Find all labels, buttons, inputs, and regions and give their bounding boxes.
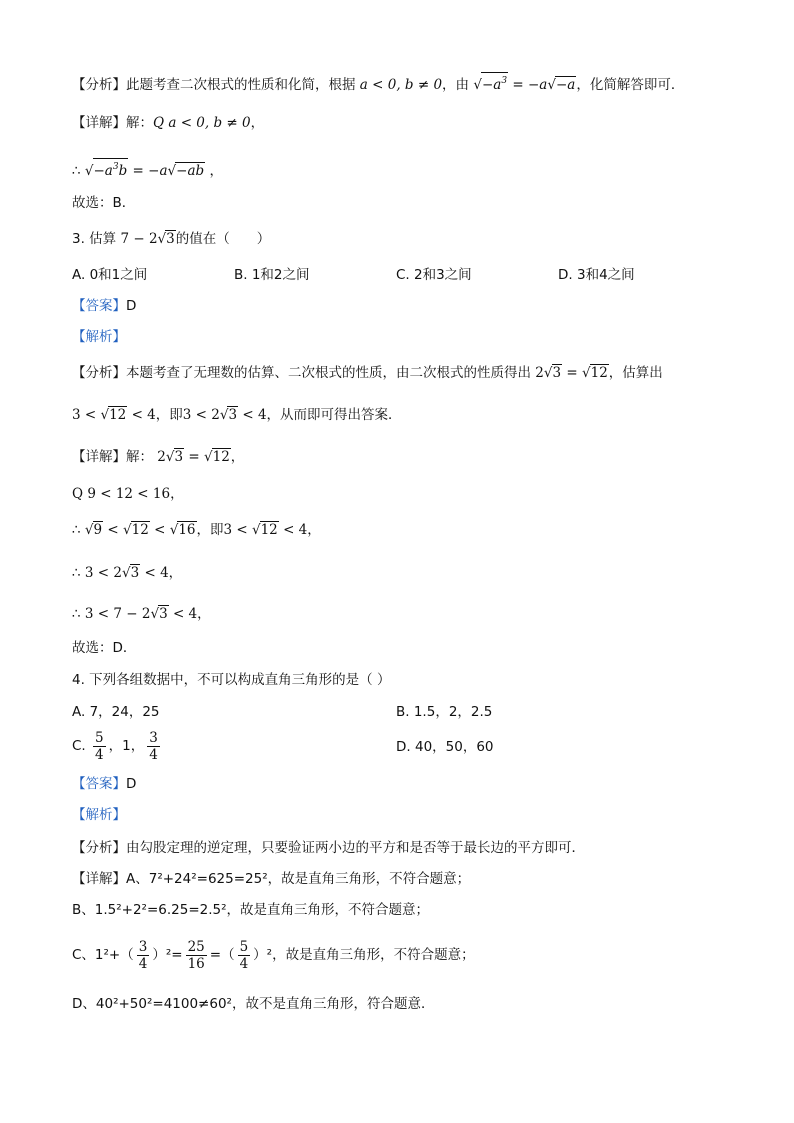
fraction-25-16: $\frac{25}{16}$ (187, 938, 205, 972)
q3-detail-line (72, 447, 244, 467)
q3-option-b: B. 1和2之间 (234, 267, 310, 283)
q4-detail-c (72, 936, 475, 974)
q4-jiexi (72, 805, 126, 825)
detail-text: ， (197, 606, 211, 622)
condition-expr: a < 0, b ≠ 0 (359, 77, 443, 93)
therefore-symbol: ∴ (72, 522, 81, 538)
q2-detail-line (72, 113, 264, 133)
q4-option-c (72, 728, 163, 764)
option-text: ，1， (108, 738, 145, 754)
inequality: Q 9 < 12 < 16 (72, 486, 171, 502)
analysis-text: 此题考查二次根式的性质和化简，根据 (126, 77, 356, 93)
detail-text: C、1²+（ (72, 947, 134, 963)
detail-text: ）²，故是直角三角形，不符合题意； (253, 947, 475, 963)
q4-analysis (72, 838, 585, 858)
answer-tag: 【答案】 (72, 298, 126, 314)
stem-text: 的值在（ ） (175, 231, 271, 247)
analysis-text: ，从而即可得出答案． (266, 407, 402, 423)
analysis-tag: 【分析】 (72, 365, 126, 381)
q2-analysis-line (72, 72, 684, 95)
inequality: 3 < 2√3 < 4 (84, 565, 169, 581)
answer-value: D (126, 776, 137, 792)
detail-text: ， (250, 115, 265, 131)
q4-stem: 4. 下列各组数据中，不可以构成直角三角形的是（ ） (72, 672, 391, 688)
fraction-three-fourths: $\frac{3}{4}$ (149, 729, 158, 763)
q3-step1 (72, 520, 321, 540)
q3-because-line (72, 484, 184, 504)
q4-detail-a (72, 869, 470, 889)
q4-detail-d: D、40²+50²=4100≠60²，故不是直角三角形，符合题意． (72, 996, 435, 1012)
analysis-text: ，由 (442, 77, 470, 93)
radical-identity: $√-a^3b = -a√-ab$ (85, 163, 205, 179)
answer-value: D (126, 298, 137, 314)
analysis-tag: 【分析】 (72, 77, 126, 93)
detail-tag: 【详解】 (72, 449, 126, 465)
option-label: C. (72, 738, 86, 754)
stem-expr: 7 − 2 (120, 231, 158, 247)
analysis-text: 由勾股定理的逆定理，只要验证两小边的平方和是否等于最长边的平方即可． (126, 840, 585, 856)
inequality: 3 < 7 − 2√3 < 4 (84, 606, 198, 622)
q3-analysis-line1 (72, 363, 663, 383)
detail-text: ， (170, 486, 184, 502)
jiexi-tag: 【解析】 (72, 329, 126, 345)
detail-text: ，即 (196, 522, 224, 538)
fraction-five-fourths: $\frac{5}{4}$ (239, 938, 249, 972)
therefore-symbol: ∴ (72, 163, 81, 179)
radical-equation: 2√3 = √12 (157, 449, 230, 465)
radical-identity: $√-a^3 = -a√-a$ (473, 77, 576, 93)
inequality: 3 < √12 < 4 (72, 407, 156, 423)
detail-text: =（ (209, 947, 235, 963)
therefore-symbol: ∴ (72, 565, 81, 581)
inequality: 3 < 2√3 < 4 (182, 407, 267, 423)
analysis-text: 本题考查了无理数的估算、二次根式的性质，由二次根式的性质得出 (126, 365, 531, 381)
analysis-text: ，化简解答即可． (576, 77, 685, 93)
answer-tag: 【答案】 (72, 776, 126, 792)
detail-text: ， (307, 522, 321, 538)
q3-answer (72, 296, 136, 316)
q3-stem: 3. 估算 7 − 2√3的值在（ ） (72, 231, 271, 247)
q2-choice: 故选：B． (72, 195, 136, 211)
q3-option-a: A. 0和1之间 (72, 267, 148, 283)
detail-text: ， (168, 565, 183, 581)
q3-jiexi (72, 327, 126, 347)
q4-detail-b: B、1.5²+2²=6.25=2.5²，故是直角三角形，不符合题意； (72, 902, 430, 918)
jiexi-tag: 【解析】 (72, 807, 126, 823)
detail-text: A、7²+24²=625=25²，故是直角三角形，不符合题意； (126, 871, 471, 887)
q4-option-b: B. 1.5，2，2.5 (396, 704, 493, 720)
q4-answer (72, 774, 136, 794)
inequality: 3 < √12 < 4 (223, 522, 308, 538)
detail-tag: 【详解】 (72, 115, 126, 131)
analysis-text: ，估算出 (608, 365, 663, 381)
q4-option-d: D. 40，50，60 (396, 739, 494, 755)
stem-text: 3. 估算 (72, 231, 117, 247)
inequality: √9 < √12 < √16 (84, 522, 196, 538)
fraction-five-fourths: $\frac{5}{4}$ (95, 729, 104, 763)
q3-option-d: D. 3和4之间 (558, 267, 635, 283)
detail-text: ， (230, 449, 245, 465)
q3-option-c: C. 2和3之间 (396, 267, 472, 283)
analysis-text: ，即 (155, 407, 183, 423)
radical-equation: 2√3 = √12 (535, 365, 608, 381)
detail-text: 解： (126, 449, 153, 465)
detail-text: 解： (126, 115, 153, 131)
fraction-three-fourths: $\frac{3}{4}$ (138, 938, 148, 972)
stem-radicand: 3 (166, 231, 175, 247)
detail-text: ）²= (152, 947, 183, 963)
detail-tag: 【详解】 (72, 871, 126, 887)
q3-step3 (72, 604, 211, 624)
therefore-symbol: ∴ (72, 606, 81, 622)
q3-step2 (72, 563, 182, 583)
analysis-tag: 【分析】 (72, 840, 126, 856)
condition-expr: Q a < 0, b ≠ 0 (153, 115, 251, 131)
q4-option-a: A. 7，24，25 (72, 704, 160, 720)
q3-analysis-line2 (72, 405, 402, 425)
q2-therefore-line: ∴ $√-a^3b = -a√-ab$ ， (72, 158, 223, 181)
q3-choice: 故选：D． (72, 640, 137, 656)
